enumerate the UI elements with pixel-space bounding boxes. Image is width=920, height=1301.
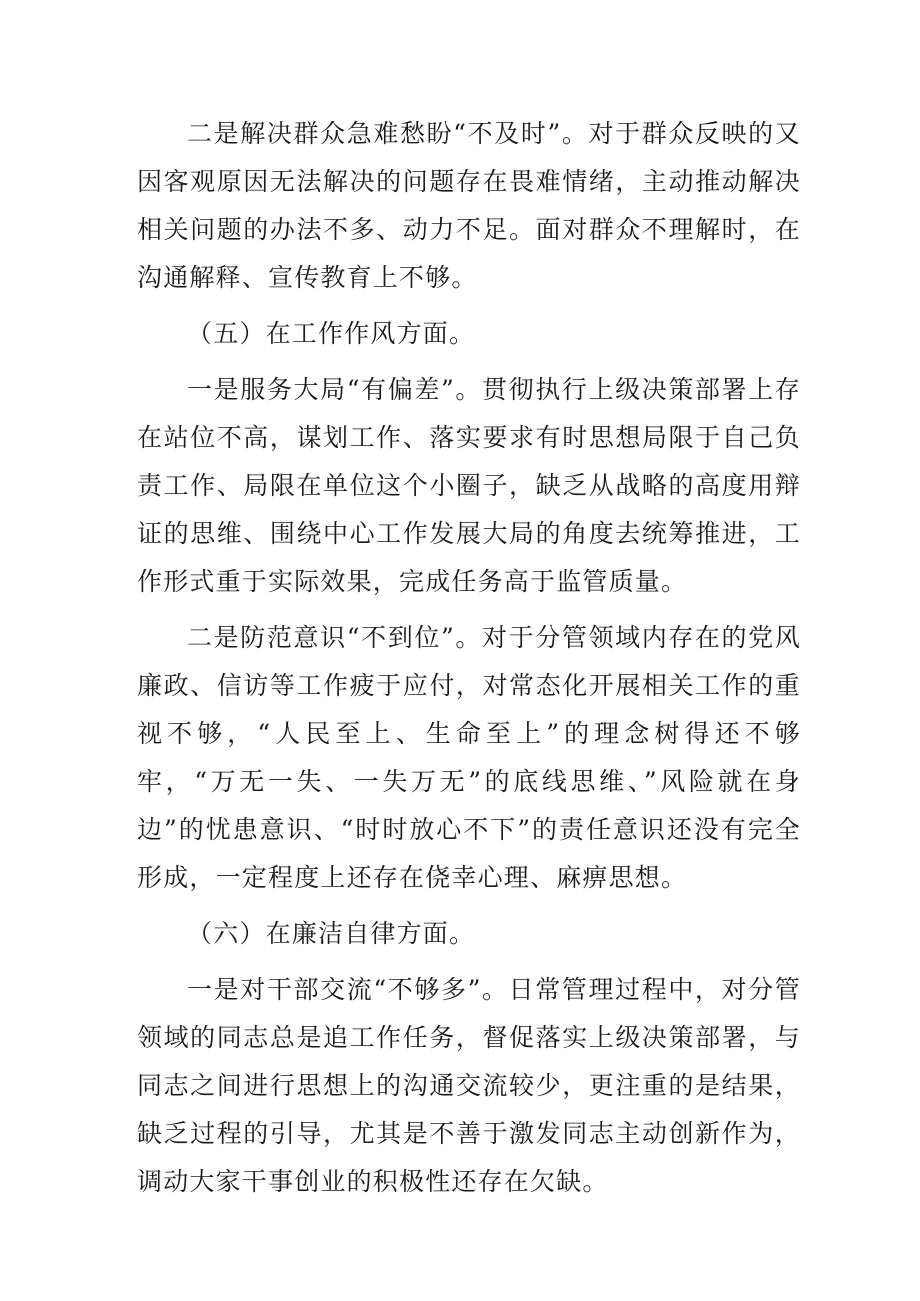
document-body — [137, 110, 801, 1214]
section-heading-work-style: （五）在工作作风方面。 — [187, 319, 476, 348]
paragraph-serving-overall: 一是服务大局“有偏差”。贯彻执行上级决策部署上存在站位不高，谋划工作、落实要求有时思想局限于自己负责工作、局限在单位这个小圈子，缺乏从战略的高度用辩证的思维、围绕中心工作发展大局的角度去统筹推进，工作形式重于实际效果，完成任务高于监管质量。 — [137, 375, 801, 596]
paragraph-prevention-awareness: 二是防范意识“不到位”。对于分管领域内存在的党风廉政、信访等工作疲于应付，对常态化开展相关工作的重视不够，“人民至上、生命至上”的理念树得还不够牢，“万无一失、一失万无”的底线思维、”风险就在身边”的忧患意识、“时时放心不下”的责任意识还没有完全形成，一定程度上还存在侥幸心理、麻痹思想。 — [137, 623, 801, 892]
paragraph-timely-response: 二是解决群众急难愁盼“不及时”。对于群众反映的又因客观原因无法解决的问题存在畏难情绪，主动推动解决相关问题的办法不多、动力不足。面对群众不理解时，在沟通解释、宣传教育上不够。 — [137, 119, 801, 292]
paragraph-cadre-exchange: 一是对干部交流“不够多”。日常管理过程中，对分管领域的同志总是追工作任务，督促落实上级决策部署，与同志之间进行思想上的沟通交流较少，更注重的是结果，缺乏过程的引导，尤其是不善于激发同志主动创新作为，调动大家干事创业的积极性还存在欠缺。 — [137, 975, 801, 1196]
section-heading-integrity: （六）在廉洁自律方面。 — [187, 919, 476, 948]
